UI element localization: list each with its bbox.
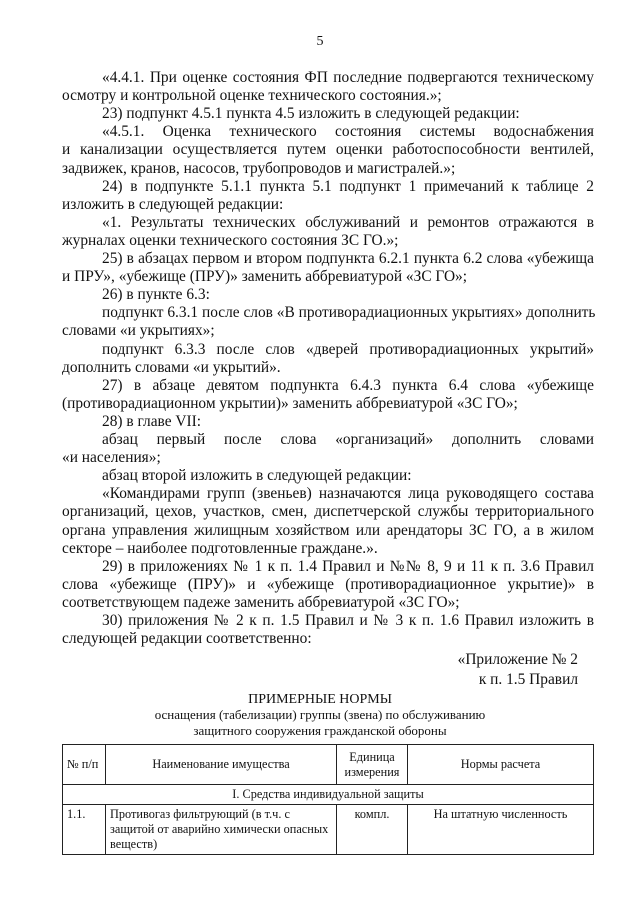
body-line: изложить в следующей редакции:: [62, 195, 284, 213]
page-number: 5: [316, 34, 324, 49]
body-line: органа управления жилищным хозяйством или арендаторы ЗС ГО, а в жилом: [62, 521, 594, 539]
body-line: абзац первый после слова «организаций» дополнить словами: [102, 431, 594, 448]
body-line: 29) в приложениях № 1 к п. 1.4 Правил и №№ 8, 9 и 11 к п. 3.6 Правил: [102, 557, 594, 575]
body-line: следующей редакции соответственно:: [62, 630, 312, 648]
body-line: «4.4.1. При оценке состояния ФП последние подвергаются техническому: [102, 69, 594, 86]
body-line: секторе – наиболее подготовленные граждане.».: [62, 539, 378, 557]
body-line: «4.5.1. Оценка технического состояния системы водоснабжения: [102, 123, 594, 141]
body-line: 23) подпункт 4.5.1 пункта 4.5 изложить в следующей редакции:: [102, 105, 520, 123]
body-line: дополнить словами «и укрытий».: [62, 358, 281, 376]
header-unit: Единица измерения: [337, 745, 408, 785]
body-line: «1. Результаты технических обслуживаний и ремонтов отражаются в: [102, 213, 594, 231]
norms-table: [62, 744, 594, 855]
header-norm: Нормы расчета: [408, 745, 594, 785]
body-line: и канализации осуществляется путем оценки работоспособности вентилей,: [62, 141, 594, 159]
annex-line-2: к п. 1.5 Правил: [478, 671, 578, 688]
header-number: № п/п: [63, 745, 106, 785]
body-line: организаций, цехов, участков, смен, диспетчерской службы территориального: [62, 503, 594, 521]
row-norm: На штатную численность: [408, 805, 594, 855]
row-number: 1.1.: [63, 805, 106, 855]
body-line: 25) в абзацах первом и втором подпункта 6.2.1 пункта 6.2 слова «убежища: [102, 250, 594, 267]
body-line: 27) в абзаце девятом подпункта 6.4.3 пункта 6.4 слова «убежище: [102, 376, 594, 394]
section-title: I. Средства индивидуальной защиты: [63, 785, 594, 805]
annex-line-1: «Приложение № 2: [457, 651, 578, 668]
body-line: (противорадиационном укрытии)» заменить аббревиатурой «ЗС ГО»;: [62, 394, 518, 412]
body-line: подпункт 6.3.1 после слов «В противорадиационных укрытиях» дополнить: [102, 304, 596, 322]
body-line: соответствующем падеже заменить аббревиатурой «ЗС ГО»;: [62, 593, 460, 611]
body-line: журналах оценки технического состояния ЗС ГО.»;: [62, 231, 399, 249]
body-line: 28) в главе VII:: [102, 412, 202, 430]
body-line: задвижек, кранов, насосов, трубопроводов и магистралей.»;: [62, 159, 456, 177]
norms-title: ПРИМЕРНЫЕ НОРМЫ: [248, 692, 392, 707]
body-line: 30) приложения № 2 к п. 1.5 Правил и № 3 к п. 1.6 Правил изложить в: [102, 612, 594, 629]
body-line: словами «и укрытиях»;: [62, 322, 215, 340]
body-line: и ПРУ», «убежище (ПРУ)» заменить аббревиатурой «ЗС ГО»;: [62, 268, 468, 286]
body-line: слова «убежище (ПРУ)» и «убежище (противорадиационное укрытие)» в: [62, 575, 594, 593]
row-name: Противогаз фильтрующий (в т.ч. с защитой от аварийно химически опасных веществ): [106, 805, 337, 855]
header-name: Наименование имущества: [106, 745, 337, 785]
body-line: подпункт 6.3.3 после слов «дверей противорадиационных укрытий»: [102, 340, 594, 358]
row-unit: компл.: [337, 805, 408, 855]
norms-subtitle-1: оснащения (табелизации) группы (звена) по обслуживанию: [154, 707, 486, 722]
table-row: [63, 805, 594, 855]
norms-subtitle-2: защитного сооружения гражданской обороны: [193, 723, 447, 738]
body-line: абзац второй изложить в следующей редакции:: [102, 467, 412, 485]
table-header-row: [63, 745, 594, 785]
table-section-row: [63, 785, 594, 805]
body-line: «и населения»;: [62, 449, 161, 467]
body-line: 26) в пункте 6.3:: [102, 286, 210, 304]
body-line: 24) в подпункте 5.1.1 пункта 5.1 подпункт 1 примечаний к таблице 2: [102, 177, 594, 195]
body-line: «Командирами групп (звеньев) назначаются лица руководящего состава: [102, 485, 594, 503]
body-line: осмотру и контрольной оценке технического состояния.»;: [62, 87, 442, 105]
